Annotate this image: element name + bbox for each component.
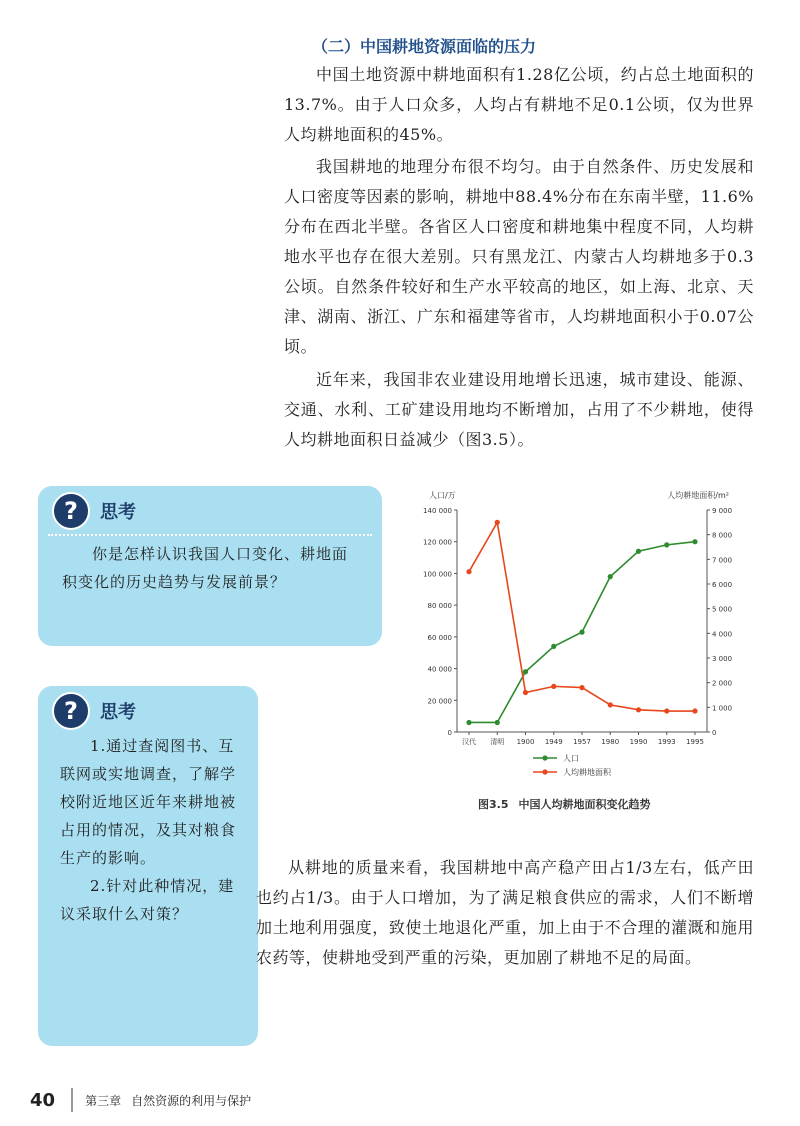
x-tick-label: 1900	[516, 738, 535, 746]
question-icon: ?	[52, 492, 90, 530]
series-1-point	[551, 644, 556, 649]
right-axis-label: 人均耕地面积/m²	[667, 491, 729, 500]
left-tick-label: 60 000	[427, 633, 452, 642]
series-2-point	[523, 690, 528, 695]
think-box-1	[38, 486, 382, 646]
paragraph-4: 从耕地的质量来看，我国耕地中高产稳产田占1/3左右，低产田也约占1/3。由于人口增加，为了满足粮食供应的需求，人们不断增加土地利用强度，致使土地退化严重，加上由于不合理的灌溉和施用农药等，使耕地受到严重的污染，更加剧了耕地不足的局面。	[256, 858, 754, 967]
series-1-point	[608, 574, 613, 579]
left-tick-label: 100 000	[423, 570, 452, 579]
left-tick-label: 120 000	[423, 538, 452, 547]
legend-label: 人口	[563, 754, 579, 763]
series-1-point	[466, 720, 471, 725]
legend-marker	[542, 769, 547, 774]
left-tick-label: 140 000	[423, 507, 452, 515]
think-title: 思考	[100, 502, 136, 523]
footer-divider	[71, 1088, 73, 1112]
paragraph-1: 中国土地资源中耕地面积有1.28亿公顷，约占总土地面积的13.7%。由于人口众多，人均占有耕地不足0.1公顷，仅为世界人均耕地面积的45%。	[284, 65, 754, 144]
think-header	[52, 492, 136, 530]
legend-label: 人均耕地面积	[563, 768, 611, 777]
page-number: 40	[30, 1089, 56, 1111]
x-tick-label: 1993	[657, 738, 676, 746]
population-farmland-chart	[395, 480, 755, 792]
left-tick-label: 20 000	[427, 697, 452, 706]
x-tick-label: 1949	[544, 738, 563, 746]
series-2-point	[495, 520, 500, 525]
figure-title: 中国人均耕地面积变化趋势	[518, 798, 651, 811]
x-tick-label: 1957	[573, 738, 591, 746]
right-tick-label: 3 000	[712, 655, 733, 663]
page-footer	[30, 1088, 261, 1112]
series-1-point	[664, 542, 669, 547]
right-tick-label: 7 000	[712, 556, 733, 565]
x-tick-label: 清明	[490, 738, 505, 746]
series-2-point	[692, 708, 697, 713]
left-tick-label: 80 000	[427, 602, 452, 611]
series-2-point	[664, 708, 669, 713]
right-tick-label: 0	[712, 729, 717, 737]
chapter-label: 第三章	[85, 1093, 122, 1108]
chapter-title: 自然资源的利用与保护	[131, 1093, 252, 1108]
think-question-2: 2.针对此种情况，建议采取什么对策？	[60, 877, 235, 923]
x-tick-label: 1995	[686, 738, 704, 746]
x-tick-label: 1980	[601, 738, 620, 746]
right-tick-label: 2 000	[712, 679, 733, 688]
legend-marker	[542, 755, 547, 760]
right-tick-label: 6 000	[712, 581, 733, 589]
think-question-1: 1.通过查阅图书、互联网或实地调查，了解学校附近地区近年来耕地被占用的情况，及其对粮食生产的影响。	[60, 737, 237, 867]
paragraph-3: 近年来，我国非农业建设用地增长迅速，城市建设、能源、交通、水利、工矿建设用地均不断增加，占用了不少耕地，使得人均耕地面积日益减少（图3.5）。	[284, 370, 754, 449]
dotted-divider	[48, 534, 372, 536]
figure-caption	[478, 796, 651, 812]
series-line-2	[469, 522, 695, 711]
left-tick-label: 0	[447, 729, 452, 737]
series-1-point	[523, 669, 528, 674]
x-tick-label: 汉代	[462, 738, 476, 746]
question-icon: ?	[52, 692, 90, 730]
figure-number: 图3.5	[478, 798, 509, 811]
series-1-point	[579, 630, 584, 635]
paragraph-2: 我国耕地的地理分布很不均匀。由于自然条件、历史发展和人口密度等因素的影响，耕地中88.4%分布在东南半壁，11.6%分布在西北半壁。各省区人口密度和耕地集中程度不同，人均耕地水平也存在很大差别。只有黑龙江、内蒙古人均耕地多于0.3公顷。自然条件较好和生产水平较高的地区，如上海、北京、天津、湖南、浙江、广东和福建等省市，人均耕地面积小于0.07公顷。	[284, 157, 754, 356]
series-1-point	[636, 549, 641, 554]
series-2-point	[579, 685, 584, 690]
chapter-heading	[85, 1092, 261, 1109]
x-tick-label: 1990	[629, 738, 648, 746]
think-questions	[60, 732, 240, 928]
think-header	[52, 692, 136, 730]
section-title: （二）中国耕地资源面临的压力	[312, 37, 537, 56]
left-axis-label: 人口/万	[429, 491, 456, 500]
series-2-point	[636, 707, 641, 712]
think-box-2	[38, 686, 258, 1046]
series-1-point	[692, 539, 697, 544]
right-tick-label: 1 000	[712, 704, 733, 713]
series-1-point	[495, 720, 500, 725]
think-title: 思考	[100, 702, 136, 723]
series-2-point	[551, 684, 556, 689]
think-question: 你是怎样认识我国人口变化、耕地面积变化的历史趋势与发展前景？	[62, 545, 349, 591]
right-tick-label: 9 000	[712, 507, 733, 515]
right-tick-label: 8 000	[712, 531, 733, 540]
series-2-point	[466, 569, 471, 574]
series-2-point	[608, 702, 613, 707]
left-tick-label: 40 000	[427, 665, 452, 674]
right-tick-label: 5 000	[712, 605, 733, 614]
right-tick-label: 4 000	[712, 630, 733, 639]
